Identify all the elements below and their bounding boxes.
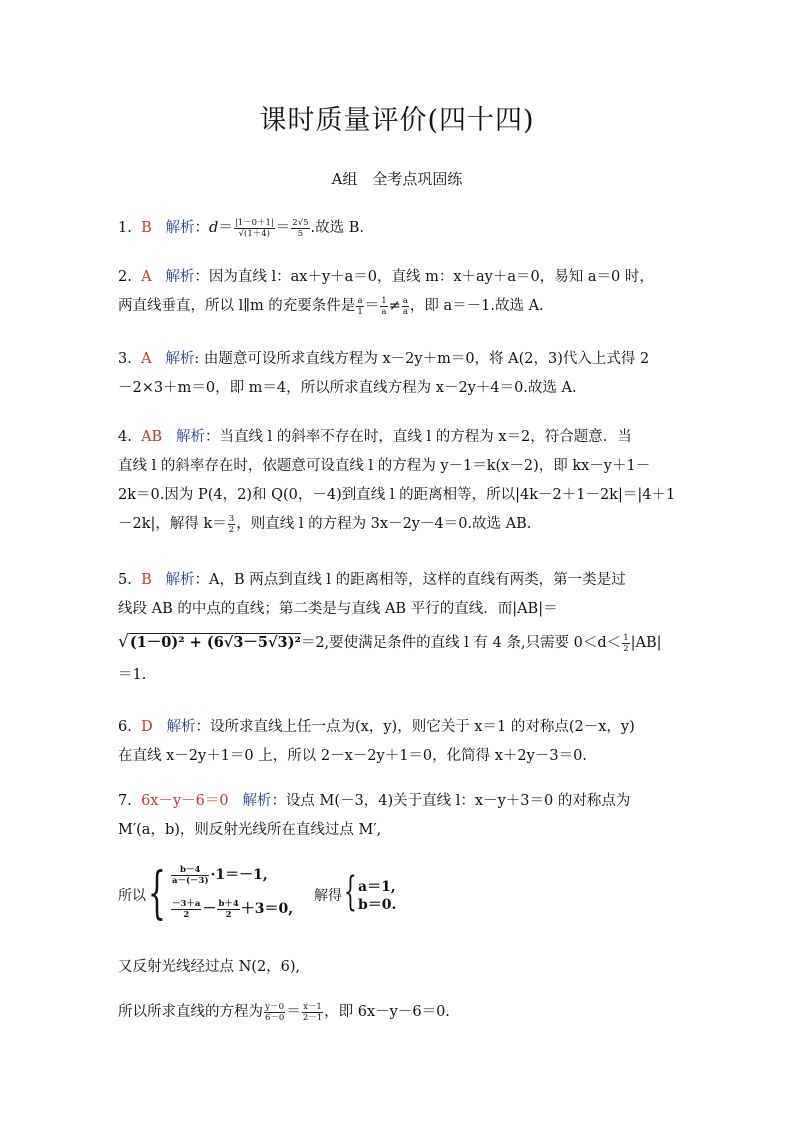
q4-frac-k bbox=[228, 514, 235, 535]
q2-number: 2. bbox=[118, 269, 132, 285]
q5-line-4: ＝1. bbox=[118, 667, 147, 683]
q7-line4b: ，即 6x－y－6＝0. bbox=[324, 1004, 450, 1020]
q7-frac-right bbox=[302, 1002, 323, 1023]
q4-line-2: 直线 l 的斜率存在时，依题意可设直线 l 的方程为 y－1＝k(x－2)，即 kx－y＋1－ bbox=[118, 458, 651, 474]
q6-label: 解析 bbox=[166, 719, 196, 735]
question-6 bbox=[118, 713, 680, 771]
q2-fa-num: a bbox=[357, 295, 363, 306]
question-3 bbox=[118, 345, 680, 403]
q5-fh-den: 2 bbox=[623, 643, 629, 654]
q7-fl-den: 6－0 bbox=[265, 1012, 285, 1023]
q2-fa-den: 1 bbox=[357, 306, 363, 317]
q3-line-2: －2×3＋m＝0，即 m＝4，所以所求直线方程为 x－2y＋4＝0.故选 A. bbox=[118, 380, 577, 396]
q2-fb-num: 1 bbox=[381, 295, 387, 306]
q5-line3c: |AB| bbox=[630, 635, 662, 651]
q7-line1-text: ：设点 M(－3，4)关于直线 l：x－y＋3＝0 的对称点为 bbox=[271, 793, 631, 809]
q2-frac-c bbox=[402, 296, 409, 317]
q1-fraction-2 bbox=[291, 218, 309, 239]
q7-line-4 bbox=[118, 998, 680, 1027]
q1-tail: .故选 B. bbox=[310, 220, 365, 236]
question-4 bbox=[118, 423, 680, 539]
q3-answer: A bbox=[141, 351, 152, 367]
section-title: A组 全考点巩固练 bbox=[331, 170, 463, 188]
q1-colon: ： bbox=[194, 220, 210, 236]
q1-fraction-1 bbox=[234, 218, 275, 239]
q5-line-3: √(1－0)² + (6√3－5√3)²＝2,要使满足条件的直线 l 有 4 条,只需要 0＜d＜ $\frac{1}{2}$ |AB| bbox=[118, 632, 662, 654]
q5-fh-num: 1 bbox=[623, 632, 629, 643]
q1-f2-num: 2√5 bbox=[292, 217, 309, 228]
q7-fl-num: y－0 bbox=[265, 1001, 285, 1012]
q7-fr-num: x－1 bbox=[303, 1001, 322, 1012]
q6-line-1 bbox=[118, 713, 680, 742]
question-7 bbox=[118, 787, 680, 845]
q7-eq2-minus: － bbox=[202, 901, 217, 917]
q7-eq2-fa-num: －3＋a bbox=[172, 898, 201, 909]
q7-eq-1 bbox=[170, 864, 268, 886]
question-2 bbox=[118, 263, 680, 321]
q2-line2a: 两直线垂直，所以 l∥m 的充要条件是 bbox=[118, 298, 356, 314]
q7-eq1-num: b－4 bbox=[171, 865, 209, 876]
q5-frac-half bbox=[622, 633, 629, 654]
q1-eq2: ＝ bbox=[275, 220, 291, 236]
q7-frac-left bbox=[264, 1002, 285, 1023]
q6-answer: D bbox=[141, 719, 153, 735]
q4-line-1 bbox=[118, 423, 680, 452]
q2-frac-b bbox=[380, 296, 387, 317]
q1-label: 解析 bbox=[165, 220, 195, 236]
q7-eq2-frac-a bbox=[171, 899, 201, 920]
q4-line-4 bbox=[118, 510, 680, 539]
q1-f1-num: |1－0＋1| bbox=[234, 217, 274, 228]
q7-line-3: 又反射光线经过点 N(2，6), bbox=[118, 959, 301, 975]
q7-eq1-frac bbox=[171, 865, 209, 886]
q2-fc-num: a bbox=[402, 295, 408, 306]
q4-number: 4. bbox=[118, 429, 132, 445]
q2-eq: ＝ bbox=[364, 298, 380, 314]
q7-eq2-fb-den: 2 bbox=[225, 909, 232, 920]
q2-line2b: ，即 a＝－1.故选 A. bbox=[409, 298, 544, 314]
q4-line4a: －2k|，解得 k＝ bbox=[118, 516, 227, 532]
q7-solve: 解得 bbox=[314, 888, 342, 904]
q7-fr-den: 2－1 bbox=[302, 1012, 323, 1023]
q7-eq1-rest: ·1＝－1, bbox=[210, 867, 268, 883]
q7-line-2: M′(a，b)，则反射光线所在直线过点 M′, bbox=[118, 822, 382, 838]
q5-line-2: 线段 AB 的中点的直线；第二类是与直线 AB 平行的直线．而|AB|＝ bbox=[118, 601, 558, 617]
q1-d: d bbox=[209, 220, 219, 236]
q7-line-1 bbox=[118, 787, 680, 816]
q3-line-1 bbox=[118, 345, 680, 374]
q4-label: 解析 bbox=[176, 429, 206, 445]
q1-answer: B bbox=[141, 220, 152, 236]
q3-line1-text: : 由题意可设所求直线方程为 x－2y＋m＝0，将 A(2，3)代入上式得 2 bbox=[194, 351, 650, 367]
q6-line1-text: ：设所求直线上任一点为(x，y)，则它关于 x＝1 的对称点(2－x，y) bbox=[195, 719, 635, 735]
q7-equation-system bbox=[118, 860, 678, 930]
q1-f1-den: √(1＋4) bbox=[238, 228, 270, 239]
q2-fb-den: a bbox=[381, 306, 387, 317]
q2-line-1 bbox=[118, 263, 680, 292]
q7-eq2-rest: ＋3＝0, bbox=[240, 901, 294, 917]
q4-answer: AB bbox=[141, 429, 163, 445]
q7-eq1-den: a－(－3) bbox=[172, 875, 209, 886]
question-5 bbox=[118, 566, 680, 690]
q4-line4b: ，则直线 l 的方程为 3x－2y－4＝0.故选 AB. bbox=[236, 516, 532, 532]
q7-sol-2: b＝0. bbox=[358, 897, 397, 913]
q2-line1-text: ：因为直线 l：ax＋y＋a＝0，直线 m：x＋ay＋a＝0，易知 a＝0 时， bbox=[194, 269, 654, 285]
q5-label: 解析 bbox=[165, 572, 195, 588]
q2-label: 解析 bbox=[165, 269, 195, 285]
q7-eq2-fb-num: b＋4 bbox=[218, 898, 239, 909]
page-title: 课时质量评价(四十四) bbox=[259, 105, 535, 136]
q2-answer: A bbox=[141, 269, 152, 285]
q6-line-2: 在直线 x－2y＋1＝0 上，所以 2－x－2y＋1＝0，化简得 x＋2y－3＝0. bbox=[118, 748, 587, 764]
q6-number: 6. bbox=[118, 719, 132, 735]
q2-neq: ≠ bbox=[388, 298, 401, 314]
q2-frac-a bbox=[356, 296, 363, 317]
q1-number: 1. bbox=[118, 220, 132, 236]
q5-number: 5. bbox=[118, 572, 132, 588]
q4-fk-num: 3 bbox=[228, 513, 235, 524]
question-1 bbox=[118, 214, 680, 243]
q7-brace-left: { bbox=[148, 861, 166, 926]
q4-line1-text: ：当直线 l 的斜率不存在时，直线 l 的方程为 x＝2，符合题意．当 bbox=[205, 429, 632, 445]
q1-f2-den: 5 bbox=[297, 228, 304, 239]
q2-line-2 bbox=[118, 292, 680, 321]
q4-line-3: 2k＝0.因为 P(4，2)和 Q(0，－4)到直线 l 的距离相等，所以|4k－2＋1－2k|＝|4＋1 bbox=[118, 487, 676, 503]
q2-fc-den: a bbox=[402, 306, 408, 317]
q7-line4a: 所以所求直线的方程为 bbox=[118, 1004, 263, 1020]
q7-eq2-fa-den: 2 bbox=[183, 909, 190, 920]
q7-eq-2 bbox=[170, 898, 293, 920]
q1-eq1: ＝ bbox=[218, 220, 233, 236]
q7-label: 解析 bbox=[242, 793, 272, 809]
q5-answer: B bbox=[141, 572, 152, 588]
q7-eq: ＝ bbox=[286, 1004, 301, 1020]
q7-number: 7. bbox=[118, 793, 132, 809]
q4-fk-den: 2 bbox=[228, 524, 235, 535]
q3-label: 解析 bbox=[165, 351, 195, 367]
q5-line3b: ＝2,要使满足条件的直线 l 有 4 条,只需要 0＜d＜ bbox=[300, 635, 622, 651]
q7-so: 所以 bbox=[118, 888, 146, 904]
q3-number: 3. bbox=[118, 351, 132, 367]
q5-line1-text: ：A，B 两点到直线 l 的距离相等，这样的直线有两类，第一类是过 bbox=[194, 572, 626, 588]
q7-brace-right: { bbox=[344, 869, 357, 915]
q7-eq2-frac-b bbox=[217, 899, 239, 920]
q7-sol-1: a＝1, bbox=[358, 879, 396, 895]
q7-answer: 6x－y－6＝0 bbox=[141, 793, 229, 809]
q5-sqrt-radicand: (1－0)² + (6√3－5√3)² bbox=[129, 634, 301, 651]
q5-line-1 bbox=[118, 566, 680, 595]
